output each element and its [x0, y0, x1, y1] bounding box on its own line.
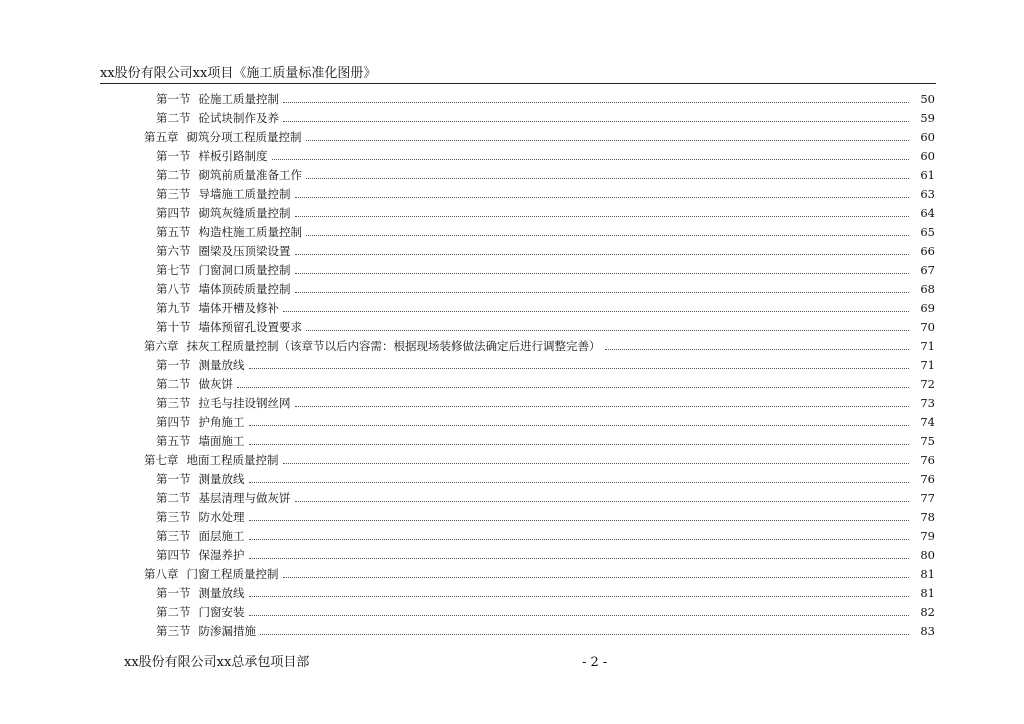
- toc-leader-dots: [295, 196, 910, 198]
- toc-entry-number: 第五章: [144, 130, 179, 144]
- toc-leader-dots: [249, 595, 910, 597]
- toc-entry-title: 砌筑分项工程质量控制: [186, 130, 302, 144]
- toc-section-entry[interactable]: [156, 468, 935, 487]
- toc-section-entry[interactable]: [156, 373, 935, 392]
- toc-section-entry[interactable]: [156, 145, 935, 164]
- toc-entry-number: 第二节: [156, 111, 191, 125]
- toc-entry-number: 第四节: [156, 206, 191, 220]
- toc-entry-title: 砼施工质量控制: [198, 92, 279, 106]
- toc-leader-dots: [249, 481, 910, 483]
- toc-section-entry[interactable]: [156, 259, 935, 278]
- toc-entry-title: 砌筑前质量准备工作: [198, 168, 302, 182]
- toc-page-number: 78: [920, 510, 935, 524]
- toc-section-entry[interactable]: [156, 297, 935, 316]
- toc-entry-title: 门窗安装: [198, 605, 245, 619]
- toc-entry-number: 第四节: [156, 415, 191, 429]
- toc-entry-label: [156, 624, 260, 639]
- toc-entry-number: 第一节: [156, 149, 191, 163]
- toc-entry-number: 第八章: [144, 567, 179, 581]
- toc-entry-number: 第五节: [156, 434, 191, 448]
- toc-entry-title: 防水处理: [198, 510, 245, 524]
- toc-section-entry[interactable]: [156, 430, 935, 449]
- toc-entry-title: 面层施工: [198, 529, 245, 543]
- toc-page-number: 66: [920, 244, 935, 258]
- footer-page-number: - 2 -: [582, 655, 608, 670]
- toc-page-number: 81: [920, 586, 935, 600]
- toc-entry-title: 防渗漏措施: [198, 624, 256, 638]
- toc-entry-label: [144, 453, 283, 468]
- toc-entry-label: [156, 244, 295, 259]
- toc-section-entry[interactable]: [156, 582, 935, 601]
- footer-organization: xx股份有限公司xx总承包项目部: [124, 655, 310, 670]
- toc-entry-number: 第九节: [156, 301, 191, 315]
- toc-page-number: 65: [920, 225, 935, 239]
- toc-page-number: 59: [920, 111, 935, 125]
- toc-chapter-entry[interactable]: [144, 563, 935, 582]
- toc-entry-title: 测量放线: [198, 358, 245, 372]
- toc-entry-number: 第三节: [156, 529, 191, 543]
- toc-entry-label: [156, 434, 249, 449]
- toc-page-number: 61: [920, 168, 935, 182]
- toc-entry-number: 第五节: [156, 225, 191, 239]
- toc-entry-label: [144, 339, 605, 354]
- toc-entry-number: 第六节: [156, 244, 191, 258]
- toc-entry-number: 第八节: [156, 282, 191, 296]
- toc-entry-label: [156, 282, 295, 297]
- toc-leader-dots: [249, 538, 910, 540]
- toc-leader-dots: [260, 633, 909, 635]
- toc-entry-label: [156, 605, 249, 620]
- toc-entry-title: 抹灰工程质量控制（该章节以后内容需：根据现场装修做法确定后进行调整完善）: [186, 339, 601, 353]
- toc-leader-dots: [249, 557, 910, 559]
- toc-section-entry[interactable]: [156, 107, 935, 126]
- toc-entry-label: [156, 263, 295, 278]
- toc-entry-title: 样板引路制度: [198, 149, 268, 163]
- toc-leader-dots: [605, 348, 910, 350]
- toc-section-entry[interactable]: [156, 506, 935, 525]
- toc-entry-label: [156, 168, 306, 183]
- toc-entry-number: 第七节: [156, 263, 191, 277]
- toc-page-number: 73: [920, 396, 935, 410]
- toc-section-entry[interactable]: [156, 202, 935, 221]
- toc-leader-dots: [283, 576, 910, 578]
- toc-section-entry[interactable]: [156, 487, 935, 506]
- toc-leader-dots: [306, 329, 909, 331]
- toc-entry-number: 第三节: [156, 187, 191, 201]
- toc-entry-title: 墙体开槽及修补: [198, 301, 279, 315]
- toc-chapter-entry[interactable]: [144, 335, 935, 354]
- toc-leader-dots: [249, 443, 910, 445]
- toc-leader-dots: [306, 177, 909, 179]
- toc-entry-number: 第二节: [156, 491, 191, 505]
- toc-section-entry[interactable]: [156, 601, 935, 620]
- toc-leader-dots: [283, 120, 909, 122]
- toc-leader-dots: [306, 139, 910, 141]
- toc-leader-dots: [295, 291, 910, 293]
- toc-page-number: 64: [920, 206, 935, 220]
- toc-section-entry[interactable]: [156, 525, 935, 544]
- toc-entry-title: 砌筑灰缝质量控制: [198, 206, 291, 220]
- toc-leader-dots: [272, 158, 910, 160]
- toc-page-number: 75: [920, 434, 935, 448]
- toc-section-entry[interactable]: [156, 392, 935, 411]
- toc-page-number: 81: [920, 567, 935, 581]
- toc-entry-number: 第一节: [156, 358, 191, 372]
- toc-leader-dots: [283, 462, 910, 464]
- toc-entry-title: 门窗工程质量控制: [186, 567, 279, 581]
- toc-leader-dots: [249, 424, 910, 426]
- toc-entry-label: [156, 396, 295, 411]
- toc-entry-title: 构造柱施工质量控制: [198, 225, 302, 239]
- toc-entry-title: 地面工程质量控制: [186, 453, 279, 467]
- toc-entry-label: [156, 586, 249, 601]
- toc-entry-title: 墙体顶砖质量控制: [198, 282, 291, 296]
- toc-entry-number: 第一节: [156, 92, 191, 106]
- toc-entry-title: 做灰饼: [198, 377, 233, 391]
- toc-section-entry[interactable]: [156, 620, 935, 639]
- toc-section-entry[interactable]: [156, 278, 935, 297]
- toc-leader-dots: [295, 253, 910, 255]
- toc-chapter-entry[interactable]: [144, 449, 935, 468]
- toc-entry-title: 圈梁及压顶梁设置: [198, 244, 291, 258]
- toc-leader-dots: [295, 405, 910, 407]
- toc-entry-label: [144, 130, 306, 145]
- toc-entry-title: 导墙施工质量控制: [198, 187, 291, 201]
- toc-page-number: 76: [920, 472, 935, 486]
- toc-entry-title: 护角施工: [198, 415, 245, 429]
- toc-page-number: 71: [920, 339, 935, 353]
- toc-section-entry[interactable]: [156, 183, 935, 202]
- toc-entry-number: 第二节: [156, 605, 191, 619]
- toc-entry-label: [156, 548, 249, 563]
- toc-entry-label: [156, 149, 272, 164]
- toc-page-number: 68: [920, 282, 935, 296]
- toc-entry-label: [156, 472, 249, 487]
- toc-entry-label: [156, 225, 306, 240]
- toc-entry-label: [144, 567, 283, 582]
- toc-page-number: 77: [920, 491, 935, 505]
- toc-page-number: 71: [920, 358, 935, 372]
- toc-entry-title: 基层清理与做灰饼: [198, 491, 291, 505]
- toc-page-number: 80: [920, 548, 935, 562]
- toc-leader-dots: [283, 310, 909, 312]
- toc-entry-number: 第一节: [156, 586, 191, 600]
- toc-entry-label: [156, 301, 283, 316]
- toc-leader-dots: [237, 386, 909, 388]
- toc-leader-dots: [249, 614, 910, 616]
- toc-page-number: 67: [920, 263, 935, 277]
- toc-entry-title: 测量放线: [198, 472, 245, 486]
- toc-chapter-entry[interactable]: [144, 126, 935, 145]
- toc-leader-dots: [249, 367, 910, 369]
- toc-section-entry[interactable]: [156, 164, 935, 183]
- toc-page-number: 60: [920, 130, 935, 144]
- toc-section-entry[interactable]: [156, 544, 935, 563]
- toc-section-entry[interactable]: [156, 411, 935, 430]
- toc-section-entry[interactable]: [156, 354, 935, 373]
- toc-section-entry[interactable]: [156, 240, 935, 259]
- toc-entry-label: [156, 529, 249, 544]
- toc-entry-label: [156, 206, 295, 221]
- toc-entry-label: [156, 111, 283, 126]
- toc-page-number: 79: [920, 529, 935, 543]
- toc-section-entry[interactable]: [156, 88, 935, 107]
- toc-entry-label: [156, 187, 295, 202]
- toc-entry-number: 第十节: [156, 320, 191, 334]
- page-header: xx股份有限公司xx项目《施工质量标准化图册》: [100, 66, 936, 84]
- toc-entry-title: 墙体预留孔设置要求: [198, 320, 302, 334]
- toc-entry-title: 拉毛与挂设钢丝网: [198, 396, 291, 410]
- toc-entry-label: [156, 358, 249, 373]
- toc-page-number: 70: [920, 320, 935, 334]
- toc-page-number: 50: [920, 92, 935, 106]
- toc-entry-label: [156, 320, 306, 335]
- toc-entry-number: 第二节: [156, 377, 191, 391]
- toc-entry-title: 门窗洞口质量控制: [198, 263, 291, 277]
- toc-entry-title: 保湿养护: [198, 548, 245, 562]
- toc-entry-number: 第二节: [156, 168, 191, 182]
- toc-leader-dots: [306, 234, 909, 236]
- toc-entry-label: [156, 415, 249, 430]
- toc-leader-dots: [295, 272, 910, 274]
- toc-leader-dots: [295, 500, 910, 502]
- toc-entry-title: 测量放线: [198, 586, 245, 600]
- toc-page-number: 74: [920, 415, 935, 429]
- toc-page-number: 76: [920, 453, 935, 467]
- toc-page-number: 63: [920, 187, 935, 201]
- toc-page-number: 60: [920, 149, 935, 163]
- toc-section-entry[interactable]: [156, 316, 935, 335]
- toc-leader-dots: [295, 215, 910, 217]
- toc-page-number: 72: [920, 377, 935, 391]
- toc-entry-title: 砼试块制作及养: [198, 111, 279, 125]
- toc-section-entry[interactable]: [156, 221, 935, 240]
- toc-page-number: 83: [920, 624, 935, 638]
- toc-leader-dots: [249, 519, 910, 521]
- toc-entry-number: 第七章: [144, 453, 179, 467]
- toc-entry-label: [156, 510, 249, 525]
- toc-entry-number: 第三节: [156, 510, 191, 524]
- toc-entry-number: 第三节: [156, 396, 191, 410]
- toc-entry-label: [156, 377, 237, 392]
- toc-page-number: 69: [920, 301, 935, 315]
- toc-entry-number: 第四节: [156, 548, 191, 562]
- toc-entry-number: 第三节: [156, 624, 191, 638]
- toc-page-number: 82: [920, 605, 935, 619]
- toc-leader-dots: [283, 101, 909, 103]
- toc-entry-label: [156, 491, 295, 506]
- toc-entry-number: 第一节: [156, 472, 191, 486]
- toc-entry-number: 第六章: [144, 339, 179, 353]
- toc-entry-label: [156, 92, 283, 107]
- toc-entry-title: 墙面施工: [198, 434, 245, 448]
